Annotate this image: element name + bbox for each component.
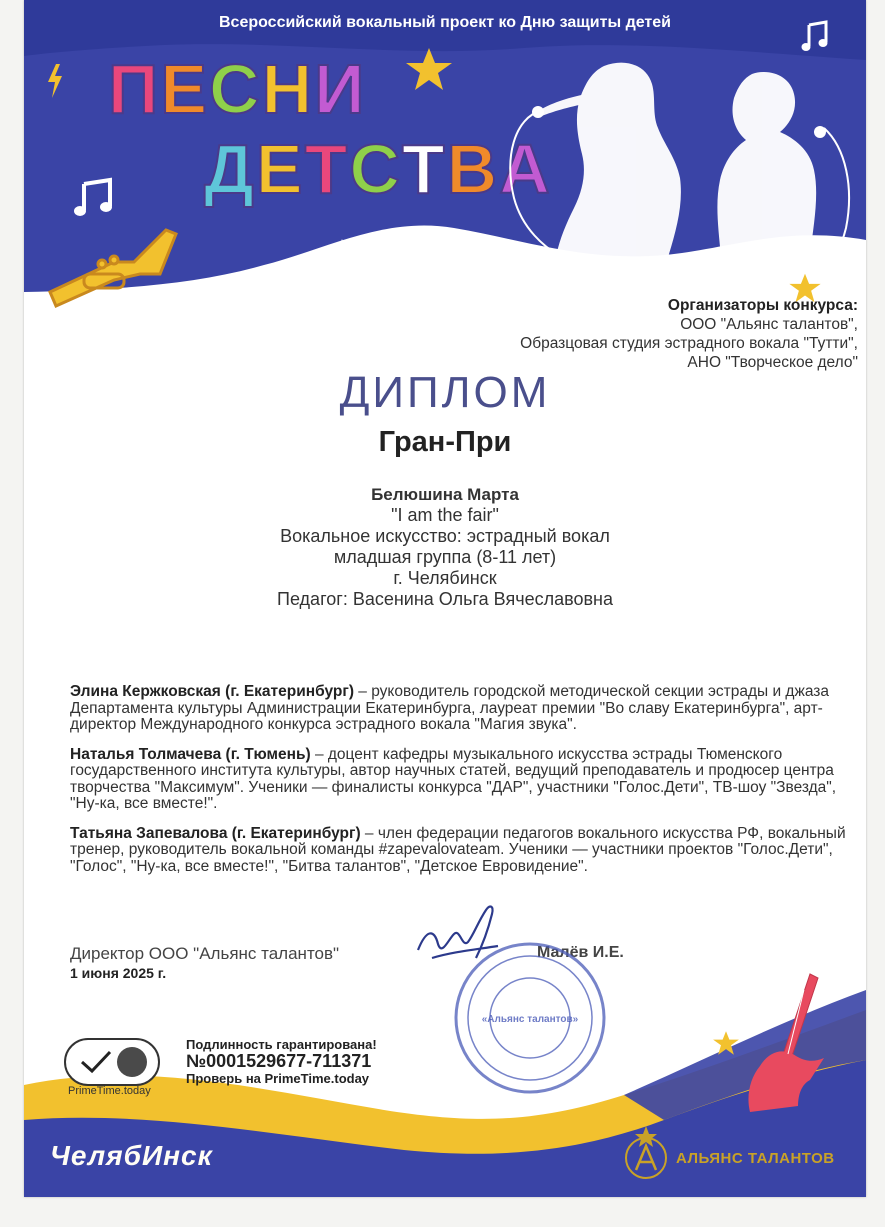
jury-member — [70, 684, 858, 734]
logo-letter: Н — [261, 50, 315, 128]
music-note-icon — [72, 176, 116, 220]
jury-member-name: Наталья Толмачева (г. Тюмень) — [70, 745, 311, 763]
check-toggle-icon — [66, 1040, 158, 1084]
primetime-logo — [64, 1038, 160, 1086]
footer-brand: АЛЬЯНС ТАЛАНТОВ — [676, 1150, 835, 1167]
logo-letter: С — [209, 50, 262, 128]
logo-letter: Е — [160, 50, 210, 128]
organizer-line: Образцовая студия эстрадного вокала "Тутти", — [520, 335, 858, 352]
logo-letter: И — [314, 50, 367, 128]
jury-member-name: Элина Кержковская (г. Екатеринбург) — [70, 683, 354, 700]
director-position: Директор ООО "Альянс талантов" — [70, 944, 340, 963]
footer-city: ЧелябИнск — [50, 1140, 213, 1171]
logo-letter: Е — [255, 130, 305, 208]
official-stamp — [450, 938, 610, 1098]
jury-member-description: – доцент кафедры музыкального искусства эстрады Тюменского государственного института культуры, автор научных статей, ведущий преподаватель и продюсер центра творчества "Максимум". Ученики — финалисты конкурса "ДАР", участники "Голос.Дети", ТВ-шоу "Звезда", "Ну-ка, все вместе!". — [70, 745, 837, 812]
song-title: "I am the fair" — [391, 505, 499, 525]
logo-songs-word — [108, 50, 367, 128]
jury-member — [70, 826, 858, 876]
logo-letter: В — [446, 130, 500, 208]
logo-letter: Т — [401, 130, 447, 208]
jury-member-description: – член федерации педагогов вокального искусства РФ, вокальный тренер, руководитель вокальной команды #zapevalovateam. Ученики — участники проектов "Голос.Дети", "Голос", "Ну-ка, все вместе!", "Битва талантов", "Детское Евровидение". — [70, 824, 846, 875]
star-icon — [712, 1030, 740, 1056]
guitar-icon — [740, 970, 852, 1120]
authenticity-guaranteed: Подлинность гарантирована! — [186, 1037, 377, 1052]
diploma-title: ДИПЛОМ — [339, 368, 551, 417]
organizers-title: Организаторы конкурса: — [667, 297, 858, 314]
jury-member — [70, 747, 858, 813]
star-icon — [404, 46, 454, 92]
participant-block — [24, 484, 866, 610]
jury-list — [70, 684, 858, 888]
lightning-icon — [46, 64, 64, 98]
logo-letter: С — [349, 130, 402, 208]
teacher: Педагог: Васенина Ольга Вячеславовна — [277, 589, 613, 609]
jury-member-name: Татьяна Запевалова (г. Екатеринбург) — [70, 824, 361, 842]
singers-silhouette-illustration — [494, 58, 866, 270]
organizers-block — [520, 296, 858, 372]
trumpet-icon — [44, 222, 184, 318]
alliance-logo-icon — [622, 1124, 670, 1184]
category: Вокальное искусство: эстрадный вокал — [280, 526, 610, 546]
participant-city: г. Челябинск — [393, 568, 497, 588]
verify-link[interactable]: Проверь на PrimeTime.today — [186, 1071, 370, 1086]
stamp-center-text: «Альянс талантов» — [481, 1014, 579, 1025]
participant-name: Белюшина Марта — [371, 485, 519, 504]
logo-letter: П — [108, 50, 161, 128]
diploma-sheet — [24, 0, 866, 1197]
certificate-number: №0001529677-711371 — [186, 1051, 372, 1071]
primetime-label: PrimeTime.today — [68, 1085, 151, 1097]
logo-letter: Д — [204, 130, 256, 208]
age-group: младшая группа (8-11 лет) — [333, 547, 557, 567]
issue-date: 1 июня 2025 г. — [70, 965, 167, 981]
jury-member-description: – руководитель городской методической секции эстрады и джаза Департамента культуры Администрации Екатеринбурга, лауреат премии "Во славу Екатеринбурга", арт-директор Международного конкурса эстрадного вокала "Магия звука". — [70, 683, 830, 733]
award-title: Гран-При — [378, 426, 512, 458]
logo-letter: Т — [304, 130, 350, 208]
authenticity-block — [186, 1036, 377, 1087]
organizer-line: ООО "Альянс талантов", — [680, 316, 858, 333]
director-name: Малёв И.Е. — [537, 944, 624, 961]
organizer-line: АНО "Творческое дело" — [687, 354, 858, 371]
small-star-icon — [332, 238, 352, 258]
project-title: Всероссийский вокальный проект ко Дню защиты детей — [218, 14, 671, 31]
logo-letter: А — [499, 130, 552, 208]
